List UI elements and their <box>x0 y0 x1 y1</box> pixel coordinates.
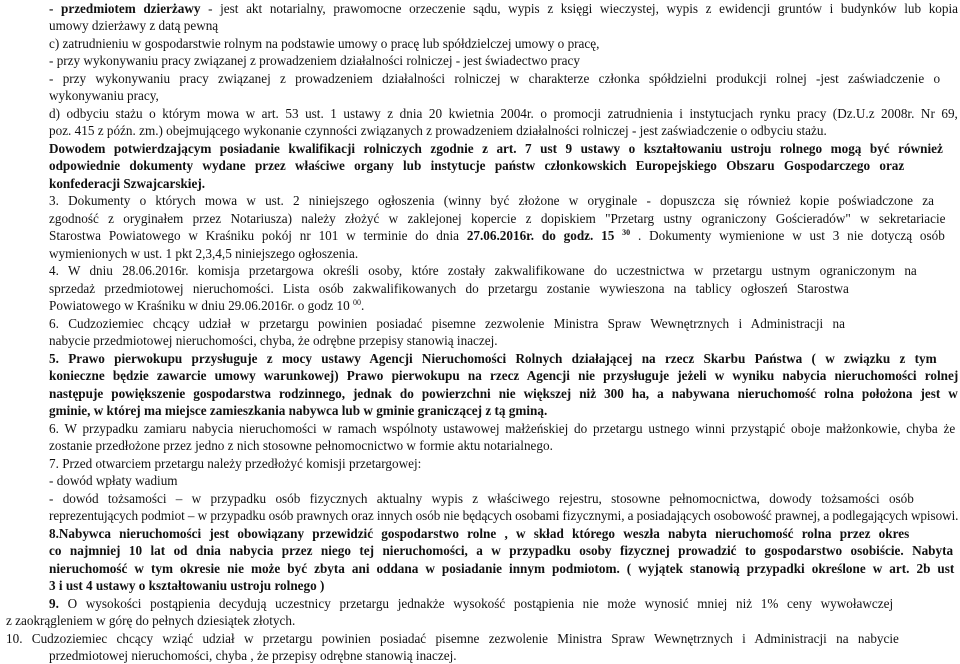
text-line <box>49 157 904 174</box>
text-segment: d) odbyciu stażu o którym mowa w art. 53 ust. 1 ustawy z dnia 20 kwietnia 2004r. o promocji zatrudnienia i instytucjach rynku pracy (Dz.U.z 2008r. Nr 69, <box>49 106 958 121</box>
text-segment: reprezentujących podmiot – w przypadku osób prawnych oraz innych osób nie będących osobami fizycznymi, a posiadających osobowość prawnej, a podlegających wpisowi. <box>49 508 959 523</box>
text-segment: gminie, w której ma miejsce zamieszkania nabywca lub w gminie graniczącej z tą gminą. <box>49 403 548 418</box>
text-segment: przedmiotowej nieruchomości, chyba , że przepisy odrębne stanowią inaczej. <box>49 648 457 663</box>
text-line <box>49 577 324 594</box>
text-segment <box>614 228 622 243</box>
text-segment: umowy dzierżawy z datą pewną <box>49 18 219 33</box>
text-line <box>6 612 295 629</box>
text-segment: 10. Cudzoziemiec chcący wziąć udział w przetargu powinien posiadać pisemne zezwolenie Ministra Spraw Wewnętrznych i Administracji na nabycie <box>6 631 899 646</box>
text-line <box>49 420 955 437</box>
text-segment: . <box>361 298 365 313</box>
text-segment: 5. Prawo pierwokupu przysługuje z mocy ustawy Agencji Nieruchomości Rolnych działającej na rzecz Skarbu Państwa ( w związku z tym <box>49 351 937 366</box>
text-segment: wykonywaniu pracy, <box>49 88 159 103</box>
text-line <box>49 595 893 612</box>
text-line <box>49 192 934 209</box>
text-segment: z zaokrągleniem w górę do pełnych dziesiątek złotych. <box>6 613 296 628</box>
text-line <box>49 437 553 454</box>
text-line <box>49 560 954 577</box>
text-line <box>49 280 849 297</box>
text-line <box>49 262 917 279</box>
text-segment: konieczne będzie zawarcie umowy warunkowej) Prawo pierwokupu na rzecz Agencji nie przysługuje jeżeli w wyniku nabycia nieruchomości rolnej <box>49 368 959 383</box>
text-line <box>49 490 914 507</box>
text-line <box>49 385 958 402</box>
text-line <box>49 367 958 384</box>
text-line <box>49 140 943 157</box>
text-line <box>49 35 599 52</box>
text-line <box>49 332 498 349</box>
text-line <box>49 297 364 314</box>
text-segment: zgodność z oryginałem przez Notariusza) należy złożyć w zaklejonej kopercie z dopiskiem "Przetarg ustny ograniczony Gościeradów" w sekretariacie <box>49 211 946 226</box>
text-segment: - przy wykonywaniu pracy związanej z prowadzeniem działalności rolniczej - jest świadectwo pracy <box>49 53 580 68</box>
text-line <box>49 122 827 139</box>
text-segment: - jest akt notarialny, prawomocne orzeczenie sądu, wypis z księgi wieczystej, wypis z ewidencji gruntów i budynków lub kopia <box>200 1 959 16</box>
text-segment: c) zatrudnieniu w gospodarstwie rolnym na podstawie umowy o pracę lub spółdzielczej umowy o pracę, <box>49 36 600 51</box>
text-line <box>49 507 958 524</box>
text-segment: - dowód wpłaty wadium <box>49 473 178 488</box>
text-segment: Starostwa Powiatowego w Kraśniku pokój nr 101 w terminie do dnia <box>49 228 467 243</box>
text-segment: - dowód tożsamości – w przypadku osób fizycznych aktualny wypis z właściwego rejestru, stosowne pełnomocnictwa, dowody tożsamości osób <box>49 491 914 506</box>
text-segment: 3 i ust 4 ustawy o kształtowaniu ustroju rolnego ) <box>49 578 325 593</box>
text-line <box>49 245 358 262</box>
text-segment: sprzedaż przedmiotowej nieruchomości. Lista osób zakwalifikowanych do przetargu zostanie wywieszona na tablicy ogłoszeń Starostwa <box>49 281 849 296</box>
text-segment: 6. Cudzoziemiec chcący udział w przetargu powinien posiadać pisemne zezwolenie Ministra Spraw Wewnętrznych i Administracji na <box>49 316 845 331</box>
text-segment: odpowiednie dokumenty wydane przez właściwe organy lub instytucje państw członkowskich Europejskiego Obszaru Gospodarczego oraz <box>49 158 905 173</box>
text-segment: 7. Przed otwarciem przetargu należy przedłożyć komisji przetargowej: <box>49 456 422 471</box>
text-segment: nabycie przedmiotowej nieruchomości, chyba, że odrębne przepisy stanowią inaczej. <box>49 333 498 348</box>
text-segment: poz. 415 z późn. zm.) obejmującego wykonanie czynności związanych z prowadzeniem działalności rolniczej - jest zaświadczenie o odbyciu stażu. <box>49 123 827 138</box>
text-line <box>49 87 159 104</box>
text-segment: zostanie przedłożone przez jedno z nich stosowne pełnomocnictwo w formie aktu notarialnego. <box>49 438 553 453</box>
text-segment: 4. W dniu 28.06.2016r. komisja przetargowa określi osoby, które zostały zakwalifikowane do uczestnictwa w przetargu ustnym ograniczonym na <box>49 263 917 278</box>
text-segment: konfederacji Szwajcarskiej. <box>49 176 206 191</box>
text-line <box>49 647 457 664</box>
text-line <box>49 175 205 192</box>
text-line <box>49 52 580 69</box>
text-line <box>49 17 218 34</box>
text-segment: wymienionych w ust. 1 pkt 2,3,4,5 niniejszego ogłoszenia. <box>49 246 359 261</box>
text-segment: co najmniej 10 lat od dnia nabycia przez niego tej nieruchomości, a w przypadku osoby fizycznej prowadzić to gospodarstwo osobiście. Nabyta <box>49 543 954 558</box>
text-segment: - przy wykonywaniu pracy związanej z prowadzeniem działalności rolniczej w charakterze członka spółdzielni produkcji rolnej -jest zaświadczenie o <box>49 71 941 86</box>
text-line <box>49 105 958 122</box>
superscript-text: 30 <box>622 228 631 237</box>
text-line <box>49 472 178 489</box>
text-line <box>49 315 845 332</box>
text-segment: - przedmiotem dzierżawy <box>49 1 201 16</box>
text-segment: 3. Dokumenty o których mowa w ust. 2 niniejszego ogłoszenia (winny być złożone w oryginale - dopuszcza się również kopie poświadczone za <box>49 193 934 208</box>
text-line <box>49 455 421 472</box>
text-segment: 9. <box>49 596 59 611</box>
text-line <box>49 210 946 227</box>
text-line <box>49 402 547 419</box>
text-line <box>49 350 937 367</box>
text-segment: O wysokości postąpienia decydują uczestnicy przetargu jednakże wysokość postąpienia nie może wynosić mniej niż 1% ceny wywoławczej <box>58 596 894 611</box>
text-segment: 8.Nabywca nieruchomości jest obowiązany przewidzić gospodarstwo rolne , w skład którego weszła nabyta nieruchomość rolna przez okres <box>49 526 910 541</box>
text-line <box>49 542 953 559</box>
text-line <box>49 525 909 542</box>
text-line <box>49 227 945 244</box>
text-segment: 27.06.2016r. do godz. 15 <box>466 228 615 243</box>
text-segment: . Dokumenty wymienione w ust 3 nie dotyczą osób <box>630 228 945 243</box>
text-segment: nieruchomość w tym okresie nie może być zbyta ani oddana w posiadanie innym podmiotom. ( wyjątek stanowią przypadki określone w art. 2b ust <box>49 561 955 576</box>
text-segment: Dowodem potwierdzającym posiadanie kwalifikacji rolniczych zgodnie z art. 7 ust 9 ustawy o kształtowaniu ustroju rolnego mogą być również <box>49 141 943 156</box>
text-line <box>49 70 940 87</box>
text-segment: następuje powiększenie gospodarstwa rodzinnego, jednak do powierzchni nie większej niż 300 ha, a nabywana nieruchomość rolna położona jest w <box>49 386 958 401</box>
text-segment: 6. W przypadku zamiaru nabycia nieruchomości w ramach wspólnoty ustawowej małżeńskiej do przetargu ustnego winni przystąpić oboje małżonkowie, chyba że <box>49 421 956 436</box>
text-segment: Powiatowego w Kraśniku w dniu 29.06.2016r. o godz 10 <box>49 298 354 313</box>
superscript-text: 00 <box>353 298 362 307</box>
text-line <box>6 630 899 647</box>
text-line <box>49 0 958 17</box>
